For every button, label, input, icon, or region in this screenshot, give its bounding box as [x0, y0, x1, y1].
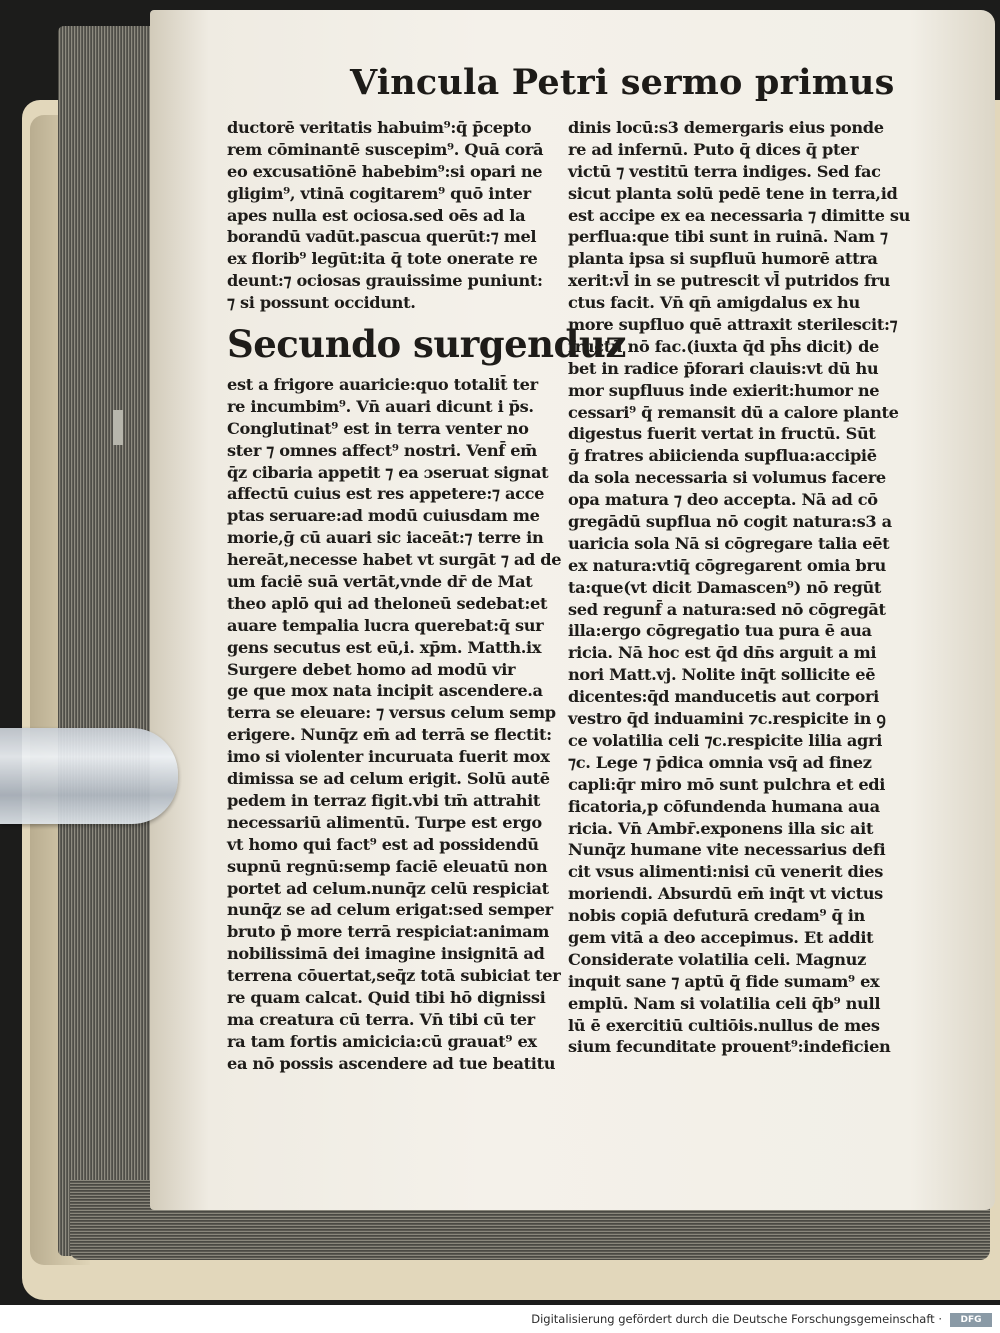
text-line: mor supfluus inde exierit:humor ne — [568, 380, 880, 400]
text-line: vt homo qui fact⁹ est ad possidendū — [227, 834, 539, 854]
digitization-footer — [0, 1305, 1000, 1333]
text-line: est a frigore auaricie:quo totalit̄ ter — [227, 375, 538, 395]
text-line: ⁊c. Lege ⁊ p̄dica omnia vsq̄ ad finez — [568, 752, 872, 772]
text-line: hereāt,necesse habet vt surgāt ⁊ ad de — [227, 550, 562, 570]
text-line: sed regunf̄ a natura:sed nō cōgregāt — [568, 599, 886, 619]
text-line: xerit:vl̄ in se putrescit vl̄ putridos fru — [568, 271, 891, 291]
funding-credit: Digitalisierung gefördert durch die Deutsche Forschungsgemeinschaft · — [531, 1312, 942, 1326]
text-line: victū ⁊ vestitū terra indiges. Sed fac — [568, 161, 881, 181]
text-line: supnū regnū:semp faciē eleuatū non — [227, 856, 548, 876]
text-line: gem vitā a deo accepimus. Et addit — [568, 927, 874, 947]
text-line: morie,ḡ cū auari sic iaceāt:⁊ terre in — [227, 528, 544, 548]
text-line: erigere. Nunq̄z em̄ ad terrā se flectit: — [227, 725, 552, 745]
text-line: re incumbim⁹. Vn̄ auari dicunt i p̄s. — [227, 396, 534, 416]
text-line: perflua:que tibi sunt in ruinā. Nam ⁊ — [568, 227, 888, 247]
text-line: eo excusatiōnē habebim⁹:si opari ne — [227, 161, 543, 181]
text-line: capli:q̄r miro mō sunt pulchra et edi — [568, 774, 886, 794]
text-line: inquit sane ⁊ aptū q̄ fide sumam⁹ ex — [568, 971, 880, 991]
text-line: Nunq̄z humane vite necessarius defi — [568, 840, 886, 860]
text-line: gligim⁹, vtinā cogitarem⁹ quō inter — [227, 183, 531, 203]
text-line: cessari⁹ q̄ remansit dū a calore plante — [568, 402, 899, 422]
text-line: gens secutus est eū,i. xp̄m. Matth.ix — [227, 637, 542, 657]
text-line: ptas seruare:ad modū cuiusdam me — [227, 506, 540, 526]
text-line: terrena cōuertat,seq̄z totā subiciat ter — [227, 966, 561, 986]
text-line: Conglutinat⁹ est in terra venter no — [227, 418, 529, 438]
text-line: um faciē suā vertāt,vnde dr̄ de Mat — [227, 572, 533, 592]
text-line: ta:que(vt dicit Damascen⁹) nō regūt — [568, 577, 882, 597]
text-line: ricia. Nā hoc est q̄d dn̄s arguit a mi — [568, 643, 877, 663]
text-line: ricia. Vn̄ Ambr̄.exponens illa sic ait — [568, 818, 874, 838]
text-line: rem cōminantē suscepim⁹. Quā corā — [227, 139, 544, 159]
text-line: dicentes:q̄d manducetis aut corpori — [568, 687, 879, 707]
text-line: opa matura ⁊ deo accepta. Nā ad cō — [568, 490, 878, 510]
text-column-right — [568, 117, 911, 1058]
text-line: Considerate volatilia celi. Magnuz — [568, 949, 866, 969]
text-line: ⁊ si possunt occidunt. — [227, 293, 416, 313]
text-line: Surgere debet homo ad modū vir — [227, 659, 516, 679]
text-line: nunq̄z se ad celum erigat:sed semper — [227, 900, 553, 920]
text-line: da sola necessaria si volumus facere — [568, 468, 886, 488]
text-line: ḡ fratres abiicienda supflua:accipiē — [568, 446, 877, 466]
text-line: ster ⁊ omnes affect⁹ nostri. Venf̄ em̄ — [227, 440, 537, 460]
text-line: ficatoria,p cōfundenda humana aua — [568, 796, 880, 816]
dfg-logo: DFG — [950, 1313, 992, 1327]
text-line: portet ad celum.nunq̄z celū respiciat — [227, 878, 549, 898]
text-line: affectū cuius est res appetere:⁊ acce — [227, 484, 545, 504]
text-line: ce volatilia celi ⁊c.respicite lilia agri — [568, 730, 882, 750]
text-line: deunt:⁊ ociosas grauissime puniunt: — [227, 271, 543, 291]
text-line: est accipe ex ea necessaria ⁊ dimitte su — [568, 205, 911, 225]
text-line: sium fecunditate prouent⁹:indeficien — [568, 1037, 891, 1057]
text-line: imo si violenter incuruata fuerit mox — [227, 747, 550, 767]
text-line: ra tam fortis amicicia:cū grauat⁹ ex — [227, 1031, 537, 1051]
text-line: emplū. Nam si volatilia celi q̄b⁹ null — [568, 993, 881, 1013]
text-line: lū ē exercitiū cultiōis.nullus de mes — [568, 1015, 880, 1035]
text-line: q̄z cibaria appetit ⁊ ea ɔseruat signat — [227, 462, 549, 482]
text-line: bruto p̄ more terrā respiciat:animam — [227, 922, 550, 942]
page-holder-strap — [0, 728, 178, 824]
text-line: more supfluo quē attraxit sterilescit:⁊ — [568, 315, 898, 335]
text-line: moriendi. Absurdū em̄ inq̄t vt victus — [568, 884, 883, 904]
text-line: digestus fuerit vertat in fructū. Sūt — [568, 424, 876, 444]
text-line: necessariū alimentū. Turpe est ergo — [227, 812, 542, 832]
page-block-edges — [58, 26, 158, 1256]
text-line: ma creatura cū terra. Vn̄ tibi cū ter — [227, 1009, 535, 1029]
text-line: gregādū supflua nō cogit natura:s3 a — [568, 512, 892, 532]
text-line: ctus facit. Vn̄ qn̄ amigdalus ex hu — [568, 293, 860, 313]
page-edge-marker — [113, 410, 123, 445]
text-line: nobis copiā defuturā credam⁹ q̄ in — [568, 906, 865, 926]
text-line: vestro q̄d induamini ⁊c.respicite in ꝯ — [568, 709, 886, 729]
text-line: re quam calcat. Quid tibi hō dignissi — [227, 987, 546, 1007]
text-line: apes nulla est ociosa.sed oēs ad la — [227, 205, 526, 225]
text-line: cit vsus alimenti:nisi cū venerit dies — [568, 862, 883, 882]
text-line: auare tempalia lucra querebat:q̄ sur — [227, 615, 544, 635]
text-line: uaricia sola Nā si cōgregare talia eēt — [568, 533, 890, 553]
text-line: fructū nō fac.(iuxta q̄d ph̄s dicit) de — [568, 336, 879, 356]
text-line: dinis locū:s3 demergaris eius ponde — [568, 118, 884, 137]
text-line: ex natura:vtiq̄ cōgregarent omia bru — [568, 555, 886, 575]
text-line: borandū vadūt.pascua querūt:⁊ mel — [227, 227, 537, 247]
text-line: sicut planta solū pedē tene in terra,id — [568, 183, 898, 203]
text-line: bet in radice p̄forari clauis:vt dū hu — [568, 358, 879, 378]
text-line: terra se eleuare: ⁊ versus celum semp — [227, 703, 556, 723]
text-line: illa:ergo cōgregatio tua pura ē aua — [568, 621, 872, 641]
text-line: ge que mox nata incipit ascendere.a — [227, 681, 543, 701]
text-line: nobilissimā dei imagine insignitā ad — [227, 944, 545, 964]
text-line: dimissa se ad celum erigit. Solū autē — [227, 769, 550, 789]
text-line: planta ipsa si supfluū humorē attra — [568, 249, 878, 269]
text-line: ductorē veritatis habuim⁹:q̄ p̄cepto — [227, 118, 532, 137]
text-line: re ad infernū. Puto q̄ dices q̄ pter — [568, 139, 859, 159]
text-line: theo aplō qui ad theloneū sedebat:et — [227, 593, 548, 613]
text-line: ea nō possis ascendere ad tue beatitu — [227, 1053, 556, 1073]
text-line: nori Matt.vj. Nolite inq̄t sollicite eē — [568, 665, 876, 685]
text-line: pedem in terraz figit.vbi tm̄ attrahit — [227, 790, 541, 810]
running-head: Vincula Petri sermo primus — [350, 62, 895, 103]
section-heading: Secundo surgenduz — [227, 322, 626, 367]
text-line: ex florib⁹ legūt:ita q̄ tote onerate re — [227, 249, 538, 269]
text-column-left — [227, 117, 626, 1075]
